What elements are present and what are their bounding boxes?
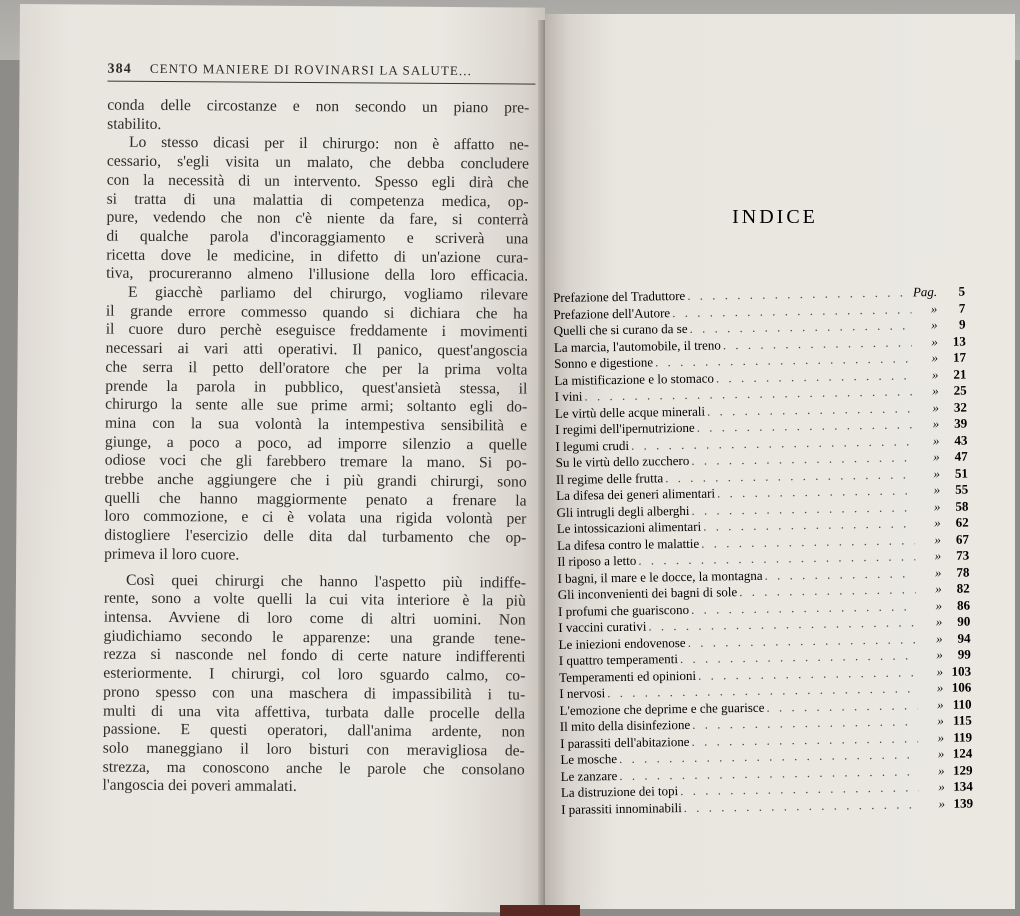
toc-entry-title: La mistificazione e lo stomaco: [554, 369, 715, 388]
toc-entry-title: I bagni, il mare e le docce, la montagna: [557, 567, 763, 586]
toc-page-marker: »: [933, 465, 941, 481]
toc-page-marker: »: [932, 399, 940, 415]
toc-page-number: 119: [953, 728, 973, 745]
toc-page-marker: »: [933, 498, 941, 514]
toc-entry-title: I quattro temperamenti: [558, 651, 679, 668]
toc-page-marker: »: [936, 679, 944, 696]
toc-page-number: 86: [956, 596, 971, 613]
text-line: mina con la sua volontà la intempestiva sensibilità e: [105, 414, 528, 435]
toc-entry-title: La difesa dei generi alimentari: [556, 485, 716, 503]
toc-page-number: 9: [958, 316, 966, 332]
toc-page-number: 32: [953, 399, 967, 415]
text-line: Così quei chirurgi che hanno l'aspetto più indiffe-: [125, 571, 527, 592]
body-text: [102, 97, 529, 799]
toc-page-number: 55: [955, 481, 969, 497]
text-line: si tratta di una malattia di competenza medica, op-: [106, 190, 529, 211]
text-line: distogliere l'esercizio delle dita dal turbamento che op-: [104, 526, 527, 547]
text-line: cessario, s'egli visita un malato, che debba concludere: [106, 152, 529, 173]
toc-entry-title: Sonno e digestione: [554, 354, 654, 371]
toc-page-number: 99: [957, 646, 971, 662]
text-line: il cuore duro perchè eseguisce freddamente i movimenti: [105, 321, 528, 341]
toc-entry-title: Le intossicazioni alimentari: [556, 518, 702, 536]
text-line: il grande errore commesso quando si dichiara che ha: [105, 302, 528, 323]
toc-page-marker: »: [934, 514, 941, 531]
page-number: 384: [107, 61, 132, 77]
toc-page-number: 124: [952, 745, 973, 761]
text-line: rezza si nasconde nel fondo di certe nature indifferenti: [103, 645, 526, 666]
running-head-title: CENTO MANIERE DI ROVINARSI LA SALUTE...: [149, 60, 473, 79]
toc-page-number: 39: [954, 415, 968, 431]
toc-page-number: 106: [951, 679, 972, 695]
toc-page-number: 129: [952, 761, 973, 778]
text-line: stabilito.: [107, 115, 162, 133]
header-rule: [107, 81, 535, 85]
toc-entry-title: Prefazione del Traduttore: [553, 287, 686, 305]
toc-page-marker: »: [933, 481, 941, 498]
text-line: Lo stesso dicasi per il chirurgo: non è affatto ne-: [128, 134, 530, 154]
toc-page-number: 47: [954, 448, 968, 464]
toc-entry-title: Prefazione dell'Autore: [553, 304, 671, 322]
toc-entry-title: Gli inconvenienti dei bagni di sole: [557, 584, 738, 602]
toc-entry-title: I parassiti innominabili: [561, 799, 682, 817]
text-line: rente, sono a volte quelli la cui vita interiore è la più: [103, 589, 526, 610]
toc-page-number: 103: [951, 662, 972, 679]
toc-page-number: 17: [952, 349, 967, 365]
text-line: chirurgo la sente alle sue prime armi; soltanto egli do-: [105, 395, 528, 416]
toc-page-marker: »: [937, 762, 945, 778]
toc-page-marker: »: [938, 795, 946, 811]
text-line: strezza, ma conoscono anche le parole che consolano: [102, 758, 525, 779]
toc-entry-title: I legumi crudi: [555, 437, 630, 454]
toc-page-number: 58: [955, 498, 969, 514]
text-line: multi di una vita affettiva, turbata dalle procelle della: [103, 702, 526, 723]
toc-page-marker: »: [934, 547, 942, 564]
toc-page-number: 110: [952, 695, 972, 712]
toc-entry-title: Le zanzare: [560, 767, 618, 784]
toc-page-marker: Pag.: [912, 283, 938, 300]
toc-page-number: 43: [954, 432, 968, 448]
toc-page-marker: »: [934, 564, 942, 580]
toc-page-number: 21: [953, 366, 967, 382]
toc-entry-title: Temperamenti ed opinioni: [558, 667, 697, 685]
toc-page-marker: »: [935, 630, 943, 646]
toc-entry-title: Il riposo a letto: [557, 552, 637, 569]
toc-page-number: 139: [953, 794, 974, 811]
running-header: [107, 61, 527, 81]
toc-entry-title: I profumi che guariscono: [557, 601, 690, 619]
toc-entry-title: Le iniezioni endovenose: [558, 634, 686, 652]
toc-page-marker: »: [932, 415, 940, 432]
toc-page-marker: »: [937, 729, 945, 745]
toc-page-number: 90: [957, 613, 971, 629]
toc-entry-title: La marcia, l'automobile, il treno: [553, 336, 721, 355]
toc-entry-title: I parassiti dell'abitazione: [559, 733, 690, 751]
toc-page-marker: »: [937, 712, 944, 729]
text-line: giunge, a poco a poco, ad imporre silenzio a quelle: [104, 433, 527, 454]
toc-entry-title: L'emozione che deprime e che guarisce: [559, 699, 765, 718]
toc-entry-title: Il regime delle frutta: [555, 469, 664, 487]
toc-page-marker: »: [934, 531, 942, 547]
toc-entry-title: Le mosche: [560, 751, 618, 767]
toc-page-number: 94: [957, 629, 971, 646]
text-line: conda delle circostanze e non secondo un piano pre-: [107, 96, 530, 117]
left-page: [14, 4, 545, 913]
toc-page-marker: »: [931, 349, 939, 366]
text-line: di qualche parola d'incoraggiamento e scriverà una: [106, 227, 529, 248]
cover-edge: [500, 905, 580, 916]
index-title: INDICE: [732, 206, 818, 228]
toc-page-number: 67: [955, 530, 970, 547]
text-line: che serra il petto dell'oratore che per la prima volta: [105, 358, 528, 379]
toc-entry-title: I nervosi: [559, 685, 606, 701]
toc-page-number: 5: [958, 283, 966, 299]
toc-page-number: 13: [952, 333, 966, 349]
toc-page-marker: »: [935, 597, 943, 613]
toc-entry-title: La distruzione dei topi: [560, 783, 679, 800]
toc-entry-title: Quelli che si curano da se: [553, 320, 688, 338]
text-line: tiva, procureranno almeno l'illusione della loro efficacia.: [106, 264, 529, 285]
text-line: necessari ai vari atti operativi. Il panico, quest'angoscia: [105, 339, 528, 360]
toc-page-marker: »: [935, 580, 942, 597]
toc-page-number: 115: [952, 712, 972, 728]
toc-page-marker: »: [932, 432, 940, 448]
toc-page-marker: »: [931, 333, 938, 349]
table-of-contents: [553, 284, 973, 818]
text-line: E giacchè parliamo del chirurgo, vogliamo rilevare: [127, 283, 529, 304]
toc-page-number: 7: [958, 300, 966, 316]
toc-page-number: 134: [953, 778, 973, 794]
toc-page-number: 82: [956, 580, 970, 596]
toc-page-number: 78: [956, 563, 970, 580]
text-line: solo maneggiano il loro bisturi con meravigliosa de-: [102, 739, 525, 760]
toc-page-marker: »: [936, 663, 944, 679]
toc-entry-title: Gli intrugli degli alberghi: [556, 502, 690, 520]
text-line: l'angoscia dei poveri ammalati.: [102, 776, 297, 796]
toc-entry-title: I regimi dell'ipernutrizione: [555, 419, 695, 437]
toc-page-marker: »: [937, 745, 945, 762]
toc-entry-title: La difesa contro le malattie: [556, 535, 700, 553]
text-line: primeva il loro cuore.: [104, 545, 240, 564]
text-line: prono spesso con una maschera di impassibilità i tu-: [103, 683, 526, 704]
text-line: giudichiamo secondo le apparenze: una grande tene-: [103, 627, 526, 648]
text-line: odiose voci che gli farebbero tremare la mano. Si po-: [104, 451, 527, 472]
text-line: trebbe anche aggiungere che i più grandi chirurgi, sono: [104, 470, 527, 491]
toc-entry-title: Le virtù delle acque minerali: [554, 403, 706, 421]
toc-page-number: 25: [953, 382, 967, 398]
toc-page-number: 62: [955, 514, 969, 530]
toc-page-marker: »: [936, 646, 943, 663]
toc-entry-title: I vaccini curativi: [558, 618, 647, 635]
toc-page-marker: »: [936, 696, 944, 712]
text-line: prende la parola in pubblico, quest'ansietà stessa, il: [105, 377, 528, 398]
toc-page-marker: »: [933, 448, 940, 465]
text-line: pure, vedendo che non c'è niente da fare, si conterrà: [106, 208, 529, 229]
text-line: con la necessità di un intervento. Spesso egli dirà che: [106, 171, 529, 192]
toc-entry-title: I vini: [554, 388, 583, 404]
text-line: loro commozione, e ci è volata una rigida volontà per: [104, 508, 527, 529]
toc-page-number: 51: [954, 465, 969, 481]
toc-page-marker: »: [932, 382, 939, 399]
toc-entry-title: Su le virtù dello zucchero: [555, 452, 690, 470]
toc-page-number: 73: [956, 547, 970, 563]
text-line: esteriormente. I chirurgi, col loro sguardo calmo, co-: [103, 664, 526, 685]
toc-page-marker: »: [931, 366, 939, 382]
toc-entry-title: Il mito della disinfezione: [559, 716, 691, 734]
toc-page-marker: »: [938, 778, 945, 795]
toc-page-marker: »: [930, 316, 938, 333]
toc-page-marker: »: [935, 613, 943, 630]
text-line: quelli che hanno maggiormente penato a frenare la: [104, 489, 527, 510]
toc-page-marker: »: [930, 300, 938, 316]
text-line: passione. E questi operatori, dall'anima ardente, non: [102, 720, 525, 741]
text-line: ricetta dove le medicine, in difetto di un'azione cura-: [106, 246, 529, 267]
text-line: intensa. Avviene di loro come di altri uomini. Non: [103, 608, 526, 629]
